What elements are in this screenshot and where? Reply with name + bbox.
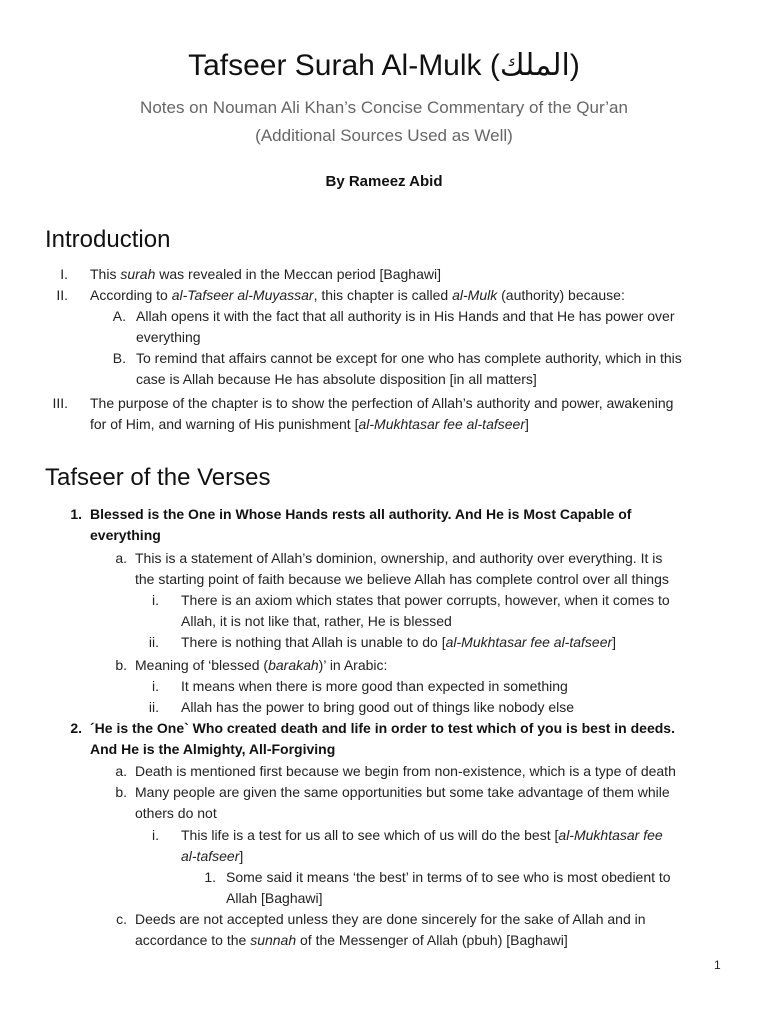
intro-subitem-authority-cont: everything <box>136 329 201 345</box>
verse-1-note-dominion-cont: the starting point of faith because we believe Allah has complete control over all things <box>135 571 669 587</box>
verse-2-note-death: Death is mentioned first because we begin from non-existence, which is a type of death <box>135 763 676 779</box>
list-marker: 1. <box>70 506 82 522</box>
verse-1-note-dominion: This is a statement of Allah’s dominion, ownership, and authority over everything. It is <box>135 550 663 566</box>
intro-subitem-authority: Allah opens it with the fact that all authority is in His Hands and that He has power over <box>136 308 675 324</box>
intro-subitem-remind-cont: case is Allah because He has absolute disposition [in all matters] <box>136 371 537 387</box>
intro-item-purpose: The purpose of the chapter is to show the perfection of Allah’s authority and power, awakening <box>90 395 674 411</box>
verse-1-subnote-axiom: There is an axiom which states that power corrupts, however, when it comes to <box>181 592 670 608</box>
list-marker: i. <box>152 592 159 608</box>
verse-2-text: ´He is the One` Who created death and life in order to test which of you is best in deeds. <box>90 720 675 736</box>
verse-2-subsubnote-best-cont: Allah [Baghawi] <box>226 890 323 906</box>
page-number: 1 <box>714 958 721 972</box>
list-marker: II. <box>56 287 68 303</box>
list-marker: a. <box>115 550 127 566</box>
intro-item-name: According to al-Tafseer al-Muyassar, this chapter is called al-Mulk (authority) because: <box>90 287 625 303</box>
verse-2-note-deeds-cont: accordance to the sunnah of the Messenger of Allah (pbuh) [Baghawi] <box>135 932 568 948</box>
verses-heading: Tafseer of the Verses <box>45 464 271 491</box>
list-marker: III. <box>52 395 68 411</box>
list-marker: i. <box>152 827 159 843</box>
list-marker: A. <box>112 308 126 324</box>
intro-item-purpose-cont: for of Him, and warning of His punishment [al-Mukhtasar fee al-tafseer] <box>90 416 529 432</box>
verse-1-subnote-unable: There is nothing that Allah is unable to do [al-Mukhtasar fee al-tafseer] <box>181 634 617 650</box>
verse-2-subnote-test-cont: al-tafseer] <box>181 848 244 864</box>
verse-2-note-opportunities-cont: others do not <box>135 805 217 821</box>
list-marker: ii. <box>148 634 159 650</box>
verse-2-subnote-test: This life is a test for us all to see which of us will do the best [al-Mukhtasar fee <box>181 827 663 843</box>
list-marker: B. <box>112 350 126 366</box>
list-marker: c. <box>116 911 127 927</box>
author-line: By Rameez Abid <box>325 173 443 190</box>
list-marker: I. <box>60 266 68 282</box>
list-marker: b. <box>115 657 127 673</box>
verse-1-subnote-axiom-cont: Allah, it is not like that, rather, He is blessed <box>181 613 452 629</box>
verse-1-text-cont: everything <box>90 527 161 543</box>
verse-2-note-opportunities: Many people are given the same opportunities but some take advantage of them while <box>135 784 670 800</box>
verse-1-text: Blessed is the One in Whose Hands rests all authority. And He is Most Capable of <box>90 506 632 522</box>
list-marker: 2. <box>70 720 82 736</box>
verse-1-subnote-power: Allah has the power to bring good out of things like nobody else <box>181 699 575 715</box>
intro-item-revelation: This surah was revealed in the Meccan period [Baghawi] <box>90 266 441 282</box>
document-subtitle-sources: (Additional Sources Used as Well) <box>255 126 513 145</box>
introduction-heading: Introduction <box>45 226 171 253</box>
list-marker: a. <box>115 763 127 779</box>
verse-2-text-cont: And He is the Almighty, All-Forgiving <box>90 741 336 757</box>
list-marker: 1. <box>204 869 216 885</box>
verse-1-note-blessed: Meaning of ‘blessed (barakah)’ in Arabic: <box>135 657 388 673</box>
verse-1-subnote-good: It means when there is more good than expected in something <box>181 678 568 694</box>
document-title: Tafseer Surah Al-Mulk (الملك) <box>188 49 580 82</box>
list-marker: ii. <box>148 699 159 715</box>
verse-2-subsubnote-best: Some said it means ‘the best’ in terms of to see who is most obedient to <box>226 869 671 885</box>
verse-2-note-deeds: Deeds are not accepted unless they are done sincerely for the sake of Allah and in <box>135 911 646 927</box>
document-subtitle: Notes on Nouman Ali Khan’s Concise Commentary of the Qur’an <box>140 98 628 117</box>
list-marker: i. <box>152 678 159 694</box>
intro-subitem-remind: To remind that affairs cannot be except for one who has complete authority, which in this <box>136 350 682 366</box>
list-marker: b. <box>115 784 127 800</box>
